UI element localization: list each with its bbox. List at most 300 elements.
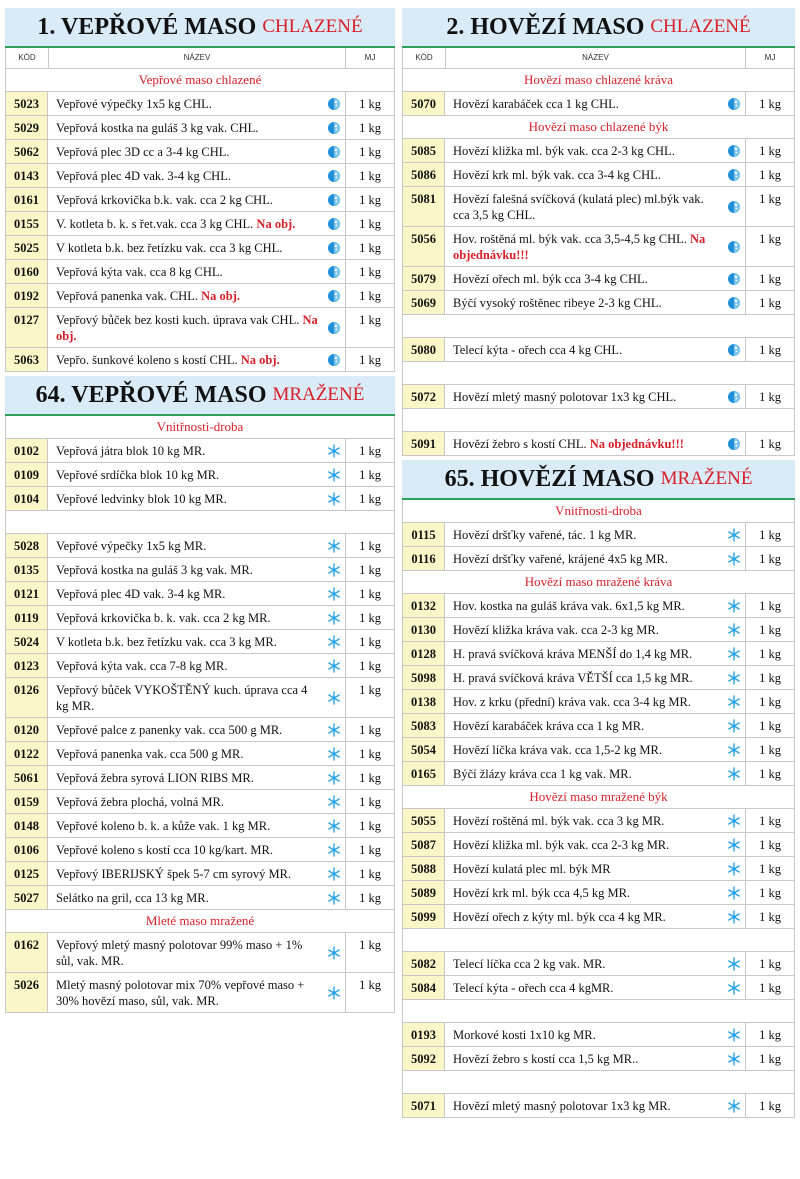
product-name-text: Hovězí žebro s kostí CHL. <box>453 437 587 451</box>
chilled-drop-icon <box>727 437 741 451</box>
table-row[interactable] <box>403 547 794 571</box>
unit: 1 kg <box>759 1028 781 1042</box>
product-code: 5056 <box>403 227 445 266</box>
section-title-main: 65. HOVĚZÍ MASO <box>444 465 655 492</box>
product-name <box>445 690 746 713</box>
product-name <box>48 116 346 139</box>
table-row[interactable] <box>403 762 794 786</box>
unit: 1 kg <box>359 683 381 697</box>
product-name <box>48 236 346 259</box>
product-name-text: Telecí líčka cca 2 kg vak. MR. <box>453 957 606 971</box>
product-name <box>48 260 346 283</box>
order-note: Na objednávku!!! <box>589 437 684 451</box>
snowflake-icon <box>727 528 741 542</box>
product-table <box>402 500 795 1118</box>
unit: 1 kg <box>359 747 381 761</box>
table-row[interactable] <box>6 606 394 630</box>
table-row[interactable] <box>6 678 394 718</box>
product-name <box>445 714 746 737</box>
product-name-text: Hovězí ořech ml. býk cca 3-4 kg CHL. <box>453 272 648 286</box>
product-name <box>48 973 346 1012</box>
unit: 1 kg <box>759 296 781 310</box>
product-code: 0193 <box>403 1023 445 1046</box>
table-row[interactable] <box>6 188 394 212</box>
table-header <box>6 48 394 69</box>
unit: 1 kg <box>359 938 381 952</box>
product-name-text: Hovězí žebro s kostí cca 1,5 kg MR.. <box>453 1052 639 1066</box>
snowflake-icon <box>727 1052 741 1066</box>
product-name-text: V kotleta b.k. bez řetízku vak. cca 3 kg CHL. <box>56 241 283 255</box>
chilled-drop-icon <box>327 169 341 183</box>
product-code: 5027 <box>6 886 48 909</box>
product-code: 0104 <box>6 487 48 510</box>
table-row[interactable] <box>6 718 394 742</box>
section-title-sub: MRAŽENÉ <box>272 384 365 405</box>
table-row[interactable] <box>403 642 794 666</box>
product-code: 0123 <box>6 654 48 677</box>
snowflake-icon <box>727 743 741 757</box>
product-code: 5084 <box>403 976 445 999</box>
chilled-drop-icon <box>327 217 341 231</box>
unit: 1 kg <box>359 313 381 327</box>
table-row[interactable] <box>403 666 794 690</box>
product-name <box>445 92 746 115</box>
product-code: 5083 <box>403 714 445 737</box>
unit: 1 kg <box>359 97 381 111</box>
product-code: 0192 <box>6 284 48 307</box>
table-row[interactable] <box>6 487 394 511</box>
section-title <box>402 460 795 500</box>
table-row[interactable] <box>403 1094 794 1118</box>
product-name <box>48 487 346 510</box>
table-row[interactable] <box>6 236 394 260</box>
product-name <box>445 857 746 880</box>
unit: 1 kg <box>759 552 781 566</box>
spacer-row <box>403 1071 794 1094</box>
snowflake-icon <box>727 671 741 685</box>
table-row[interactable] <box>403 618 794 642</box>
product-name <box>445 291 746 314</box>
product-name <box>48 933 346 972</box>
table-row[interactable] <box>403 291 794 315</box>
unit: 1 kg <box>359 492 381 506</box>
snowflake-icon <box>327 843 341 857</box>
product-code: 5061 <box>6 766 48 789</box>
table-row[interactable] <box>6 973 394 1013</box>
spacer-row <box>6 511 394 534</box>
table-row[interactable] <box>6 140 394 164</box>
table-row[interactable] <box>6 838 394 862</box>
snowflake-icon <box>327 492 341 506</box>
product-code: 5098 <box>403 666 445 689</box>
section-title-main: 64. VEPŘOVÉ MASO <box>35 381 267 408</box>
unit: 1 kg <box>359 217 381 231</box>
product-code: 5088 <box>403 857 445 880</box>
category-heading: Hovězí maso chlazené býk <box>403 116 794 139</box>
product-name <box>48 164 346 187</box>
product-name-text: Vepřová kýta vak. cca 7-8 kg MR. <box>56 659 228 673</box>
product-table <box>5 48 395 372</box>
product-name-text: Hovězí karabáček kráva cca 1 kg MR. <box>453 719 645 733</box>
section-title-sub: MRAŽENÉ <box>660 468 753 489</box>
chilled-drop-icon <box>327 265 341 279</box>
product-name <box>445 227 746 266</box>
product-name-text: Hovězí roštěná ml. býk vak. cca 3 kg MR. <box>453 814 665 828</box>
snowflake-icon <box>327 819 341 833</box>
category-heading: Hovězí maso mražené býk <box>403 786 794 809</box>
chilled-drop-icon <box>327 289 341 303</box>
product-code: 0161 <box>6 188 48 211</box>
unit: 1 kg <box>359 145 381 159</box>
table-row[interactable] <box>6 116 394 140</box>
unit: 1 kg <box>759 814 781 828</box>
product-name <box>48 439 346 462</box>
product-name <box>445 1047 746 1070</box>
product-name-text: Hovězí líčka kráva vak. cca 1,5-2 kg MR. <box>453 743 662 757</box>
product-name-text: Vepřová žebra syrová LION RIBS MR. <box>56 771 254 785</box>
product-code: 0138 <box>403 690 445 713</box>
product-code: 0115 <box>403 523 445 546</box>
chilled-drop-icon <box>727 343 741 357</box>
unit: 1 kg <box>759 957 781 971</box>
table-row[interactable] <box>6 439 394 463</box>
product-name <box>48 140 346 163</box>
product-name <box>48 718 346 741</box>
product-name-text: Hovězí kulatá plec ml. býk MR <box>453 862 611 876</box>
product-code: 5081 <box>403 187 445 226</box>
product-code: 0135 <box>6 558 48 581</box>
product-name-text: Hovězí ořech z kýty ml. býk cca 4 kg MR. <box>453 910 666 924</box>
product-name-text: Vepřové výpečky 1x5 kg MR. <box>56 539 207 553</box>
product-code: 5071 <box>403 1094 445 1117</box>
product-name-text: Vepřo. šunkové koleno s kostí CHL. <box>56 353 238 367</box>
product-code: 5072 <box>403 385 445 408</box>
product-code: 0109 <box>6 463 48 486</box>
product-name-text: Vepřová krkovička b.k. vak. cca 2 kg CHL. <box>56 193 273 207</box>
table-row[interactable] <box>6 558 394 582</box>
snowflake-icon <box>727 838 741 852</box>
category-heading: Vnitřnosti-droba <box>6 416 394 439</box>
chilled-drop-icon <box>727 296 741 310</box>
snowflake-icon <box>727 695 741 709</box>
product-name-text: Vepřové výpečky 1x5 kg CHL. <box>56 97 212 111</box>
section-title-main: 2. HOVĚZÍ MASO <box>446 13 645 40</box>
unit: 1 kg <box>759 232 781 246</box>
table-row[interactable] <box>6 212 394 236</box>
table-row[interactable] <box>6 284 394 308</box>
chilled-drop-icon <box>327 241 341 255</box>
product-table <box>5 416 395 1013</box>
product-name <box>48 582 346 605</box>
product-code: 0125 <box>6 862 48 885</box>
table-row[interactable] <box>6 933 394 973</box>
product-code: 0128 <box>403 642 445 665</box>
product-code: 5028 <box>6 534 48 557</box>
unit: 1 kg <box>359 659 381 673</box>
unit: 1 kg <box>359 843 381 857</box>
product-name-text: Hovězí kližka ml. býk vak. cca 2-3 kg MR. <box>453 838 670 852</box>
table-row[interactable] <box>6 164 394 188</box>
unit: 1 kg <box>759 910 781 924</box>
table-row[interactable] <box>6 886 394 910</box>
snowflake-icon <box>327 587 341 601</box>
product-name-text: Vepřový IBERIJSKÝ špek 5-7 cm syrový MR. <box>56 867 292 881</box>
snowflake-icon <box>327 723 341 737</box>
product-code: 0143 <box>6 164 48 187</box>
snowflake-icon <box>327 946 341 960</box>
unit: 1 kg <box>759 599 781 613</box>
product-name <box>445 642 746 665</box>
table-row[interactable] <box>403 881 794 905</box>
table-row[interactable] <box>403 1023 794 1047</box>
section-left-0 <box>5 8 395 372</box>
product-name <box>445 139 746 162</box>
snowflake-icon <box>727 1099 741 1113</box>
product-name-text: H. pravá svíčková kráva VĚTŠÍ cca 1,5 kg MR. <box>453 671 693 685</box>
snowflake-icon <box>727 910 741 924</box>
unit: 1 kg <box>359 241 381 255</box>
product-name-text: Vepřová panenka vak. CHL. <box>56 289 198 303</box>
table-row[interactable] <box>6 463 394 487</box>
snowflake-icon <box>327 867 341 881</box>
product-code: 5099 <box>403 905 445 928</box>
product-code: 5080 <box>403 338 445 361</box>
product-name-text: Vepřové srdíčka blok 10 kg MR. <box>56 468 220 482</box>
product-name-text: Hovězí mletý masný polotovar 1x3 kg CHL. <box>453 390 677 404</box>
product-name-text: Hovězí kližka kráva vak. cca 2-3 kg MR. <box>453 623 659 637</box>
table-row[interactable] <box>6 582 394 606</box>
product-name-text: Vepřová kostka na guláš 3 kg vak. MR. <box>56 563 253 577</box>
unit: 1 kg <box>359 468 381 482</box>
table-row[interactable] <box>6 814 394 838</box>
product-name <box>48 606 346 629</box>
table-row[interactable] <box>403 187 794 227</box>
product-name-text: Vepřové koleno s kostí cca 10 kg/kart. MR. <box>56 843 273 857</box>
table-row[interactable] <box>403 338 794 362</box>
product-name <box>445 976 746 999</box>
unit: 1 kg <box>359 169 381 183</box>
table-row[interactable] <box>403 833 794 857</box>
product-code: 5070 <box>403 92 445 115</box>
table-row[interactable] <box>403 1047 794 1071</box>
table-row[interactable] <box>403 738 794 762</box>
table-row[interactable] <box>403 267 794 291</box>
product-name-text: Hovězí krk ml. býk vak. cca 3-4 kg CHL. <box>453 168 661 182</box>
unit: 1 kg <box>759 272 781 286</box>
snowflake-icon <box>727 719 741 733</box>
table-row[interactable] <box>403 92 794 116</box>
order-note: Na obj. <box>256 217 296 231</box>
unit: 1 kg <box>759 528 781 542</box>
snowflake-icon <box>327 539 341 553</box>
chilled-drop-icon <box>727 97 741 111</box>
product-name <box>445 432 746 455</box>
product-code: 0106 <box>6 838 48 861</box>
product-code: 0159 <box>6 790 48 813</box>
product-code: 5079 <box>403 267 445 290</box>
unit: 1 kg <box>759 767 781 781</box>
snowflake-icon <box>327 691 341 705</box>
product-name-text: Morkové kosti 1x10 kg MR. <box>453 1028 596 1042</box>
table-row[interactable] <box>403 227 794 267</box>
product-name <box>445 666 746 689</box>
product-code: 5069 <box>403 291 445 314</box>
unit: 1 kg <box>759 981 781 995</box>
product-code: 5087 <box>403 833 445 856</box>
product-name-text: Telecí kýta - ořech cca 4 kgMR. <box>453 981 614 995</box>
product-name-text: Hov. kostka na guláš kráva vak. 6x1,5 kg MR. <box>453 599 685 613</box>
unit: 1 kg <box>759 886 781 900</box>
unit: 1 kg <box>759 743 781 757</box>
snowflake-icon <box>327 795 341 809</box>
product-name <box>445 809 746 832</box>
unit: 1 kg <box>759 862 781 876</box>
product-name <box>445 738 746 761</box>
unit: 1 kg <box>359 635 381 649</box>
unit: 1 kg <box>359 539 381 553</box>
unit: 1 kg <box>759 390 781 404</box>
unit: 1 kg <box>759 437 781 451</box>
table-row[interactable] <box>403 976 794 1000</box>
product-name <box>48 92 346 115</box>
table-row[interactable] <box>6 92 394 116</box>
unit: 1 kg <box>759 719 781 733</box>
table-row[interactable] <box>6 766 394 790</box>
category-heading: Hovězí maso chlazené kráva <box>403 69 794 92</box>
product-code: 5025 <box>6 236 48 259</box>
unit: 1 kg <box>759 343 781 357</box>
order-note: Na obj. <box>56 313 318 343</box>
product-name <box>445 1094 746 1117</box>
table-row[interactable] <box>6 790 394 814</box>
table-row[interactable] <box>403 523 794 547</box>
product-code: 0148 <box>6 814 48 837</box>
table-row[interactable] <box>403 163 794 187</box>
unit: 1 kg <box>359 444 381 458</box>
product-name <box>445 338 746 361</box>
table-row[interactable] <box>403 594 794 618</box>
product-name-text: Býčí žlázy kráva cca 1 kg vak. MR. <box>453 767 632 781</box>
table-row[interactable] <box>403 385 794 409</box>
product-name-text: V. kotleta b. k. s řet.vak. cca 3 kg CHL. <box>56 217 254 231</box>
section-title-main: 1. VEPŘOVÉ MASO <box>37 13 257 40</box>
product-code: 0121 <box>6 582 48 605</box>
spacer-row <box>403 315 794 338</box>
product-name <box>445 267 746 290</box>
product-code: 0127 <box>6 308 48 347</box>
snowflake-icon <box>727 623 741 637</box>
table-row[interactable] <box>403 952 794 976</box>
chilled-drop-icon <box>727 200 741 214</box>
product-code: 5024 <box>6 630 48 653</box>
table-row[interactable] <box>403 139 794 163</box>
table-row[interactable] <box>6 742 394 766</box>
chilled-drop-icon <box>327 353 341 367</box>
product-name <box>445 952 746 975</box>
unit: 1 kg <box>759 97 781 111</box>
product-code: 5026 <box>6 973 48 1012</box>
table-header <box>403 48 794 69</box>
product-name <box>445 881 746 904</box>
snowflake-icon <box>327 891 341 905</box>
category-heading: Vepřové maso chlazené <box>6 69 394 92</box>
table-row[interactable] <box>403 432 794 456</box>
table-row[interactable] <box>403 809 794 833</box>
product-name-text: Vepřový mletý masný polotovar 99% maso + 1% sůl, vak. MR. <box>56 938 303 968</box>
section-title-sub: CHLAZENÉ <box>650 16 751 37</box>
table-row[interactable] <box>403 905 794 929</box>
unit: 1 kg <box>759 838 781 852</box>
product-name <box>48 742 346 765</box>
product-name-text: Vepřová žebra plochá, volná MR. <box>56 795 224 809</box>
product-name-text: Hovězí karabáček cca 1 kg CHL. <box>453 97 619 111</box>
chilled-drop-icon <box>727 390 741 404</box>
table-row[interactable] <box>6 534 394 558</box>
unit: 1 kg <box>759 647 781 661</box>
product-code: 5085 <box>403 139 445 162</box>
unit: 1 kg <box>359 193 381 207</box>
snowflake-icon <box>727 552 741 566</box>
spacer-row <box>403 362 794 385</box>
order-note: Na obj. <box>201 289 240 303</box>
product-name-text: Vepřové ledvinky blok 10 kg MR. <box>56 492 227 506</box>
snowflake-icon <box>727 647 741 661</box>
product-code: 0120 <box>6 718 48 741</box>
product-name-text: Hovězí dršťky vařené, krájené 4x5 kg MR. <box>453 552 669 566</box>
unit: 1 kg <box>759 671 781 685</box>
table-row[interactable] <box>6 308 394 348</box>
product-name <box>445 385 746 408</box>
table-row[interactable] <box>6 348 394 372</box>
product-code: 5092 <box>403 1047 445 1070</box>
product-name <box>48 862 346 885</box>
product-name <box>48 790 346 813</box>
table-row[interactable] <box>6 260 394 284</box>
table-row[interactable] <box>403 714 794 738</box>
section-title <box>5 8 395 48</box>
product-name <box>445 762 746 785</box>
product-code: 5055 <box>403 809 445 832</box>
product-name <box>48 284 346 307</box>
table-row[interactable] <box>403 857 794 881</box>
product-name <box>48 766 346 789</box>
product-name-text: Vepřový bůček VYKOŠTĚNÝ kuch. úprava cca 4 kg MR. <box>56 683 308 713</box>
product-name-text: Vepřová panenka vak. cca 500 g MR. <box>56 747 244 761</box>
table-row[interactable] <box>6 862 394 886</box>
snowflake-icon <box>727 862 741 876</box>
product-name-text: H. pravá svíčková kráva MENŠÍ do 1,4 kg MR. <box>453 647 693 661</box>
product-name-text: Vepřové palce z panenky vak. cca 500 g MR. <box>56 723 283 737</box>
table-row[interactable] <box>6 630 394 654</box>
chilled-drop-icon <box>727 240 741 254</box>
product-name-text: Vepřové koleno b. k. a kůže vak. 1 kg MR. <box>56 819 271 833</box>
table-row[interactable] <box>403 690 794 714</box>
table-row[interactable] <box>6 654 394 678</box>
chilled-drop-icon <box>327 121 341 135</box>
unit: 1 kg <box>759 192 781 206</box>
spacer-row <box>403 1000 794 1023</box>
unit: 1 kg <box>359 978 381 992</box>
product-name <box>445 547 746 570</box>
unit: 1 kg <box>359 611 381 625</box>
section-title <box>5 376 395 416</box>
order-note: Na objednávku!!! <box>453 232 706 262</box>
chilled-drop-icon <box>327 193 341 207</box>
order-note: Na obj. <box>240 353 280 367</box>
section-right-1 <box>402 460 795 1118</box>
product-code: 5023 <box>6 92 48 115</box>
spacer-row <box>403 409 794 432</box>
